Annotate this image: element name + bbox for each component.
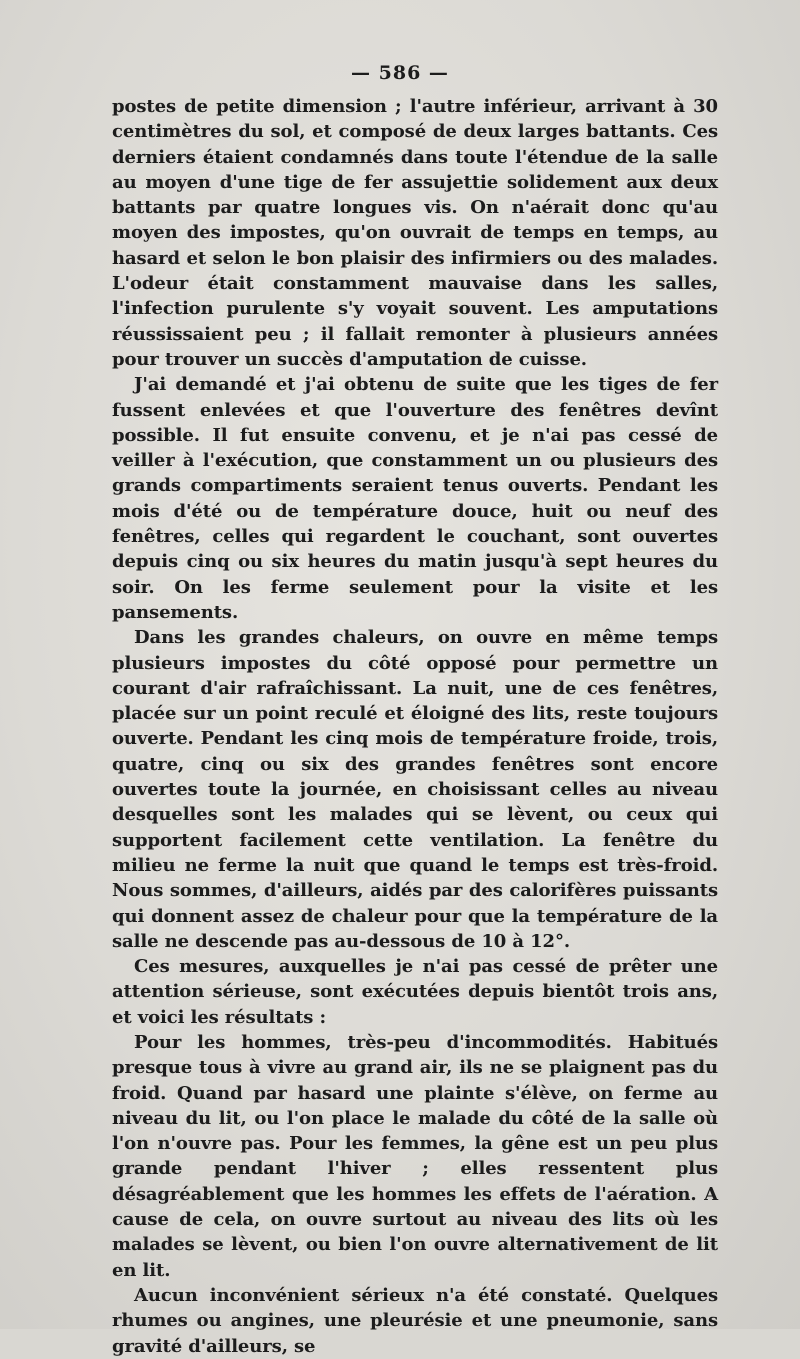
paragraph: Dans les grandes chaleurs, on ouvre en même temps plusieurs impostes du côté opposé pour permettre un courant d'air rafraîchissant. La nuit, une de ces fenêtres, placée sur un point reculé et éloigné des lits, reste toujours ouverte. Pendant les cinq mois de température froide, trois, quatre, cinq ou six des grandes fenêtres sont encore ouvertes toute la journée, en choisissant celles au niveau desquelles sont les malades qui se lèvent, ou ceux qui supportent facilement cette ventilation. La fenêtre du milieu ne ferme la nuit que quand le temps est très-froid. Nous sommes, d'ailleurs, aidés par des calorifères puissants qui donnent assez de chaleur pour que la température de la salle ne descende pas au-dessous de 10 à 12°. [112,627,718,952]
paragraph: Aucun inconvénient sérieux n'a été constaté. Quelques rhumes ou angines, une pleurésie et une pneumonie, sans gravité d'ailleurs, se [112,1284,718,1357]
paragraph-continued: postes de petite dimension ; l'autre inférieur, arrivant à 30 centimètres du sol, et composé de deux larges battants. Ces derniers étaient condamnés dans toute l'étendue de la salle au moyen d'une tige de fer assujettie solidement aux deux battants par quatre longues vis. On n'aérait donc qu'au moyen des impostes, qu'on ouvrait de temps en temps, au hasard et selon le bon plaisir des infirmiers ou des malades. L'odeur était constamment mauvaise dans les salles, l'infection purulente s'y voyait souvent. Les amputations réussissaient peu ; il fallait remonter à plusieurs années pour trouver un succès d'amputation de cuisse. [112,96,718,370]
page-number: — 586 — [351,62,449,84]
paragraph: Ces mesures, auxquelles je n'ai pas cessé de prêter une attention sérieuse, sont exécutées depuis bientôt trois ans, et voici les résultats : [112,956,718,1028]
body-text [112,94,718,1359]
paragraph: J'ai demandé et j'ai obtenu de suite que les tiges de fer fussent enlevées et que l'ouverture des fenêtres devînt possible. Il fut ensuite convenu, et je n'ai pas cessé de veiller à l'exécution, que constamment un ou plusieurs des grands compartiments seraient tenus ouverts. Pendant les mois d'été ou de température douce, huit ou neuf des fenêtres, celles qui regardent le couchant, sont ouvertes depuis cinq ou six heures du matin jusqu'à sept heures du soir. On les ferme seulement pour la visite et les pansements. [112,374,718,623]
paragraph: Pour les hommes, très-peu d'incommodités. Habitués presque tous à vivre au grand air, ils ne se plaignent pas du froid. Quand par hasard une plainte s'élève, on ferme au niveau du lit, ou l'on place le malade du côté de la salle où l'on n'ouvre pas. Pour les femmes, la gêne est un peu plus grande pendant l'hiver ; elles ressentent plus désagréablement que les hommes les effets de l'aération. A cause de cela, on ouvre surtout au niveau des lits où les malades se lèvent, ou bien l'on ouvre alternativement de lit en lit. [112,1031,718,1281]
